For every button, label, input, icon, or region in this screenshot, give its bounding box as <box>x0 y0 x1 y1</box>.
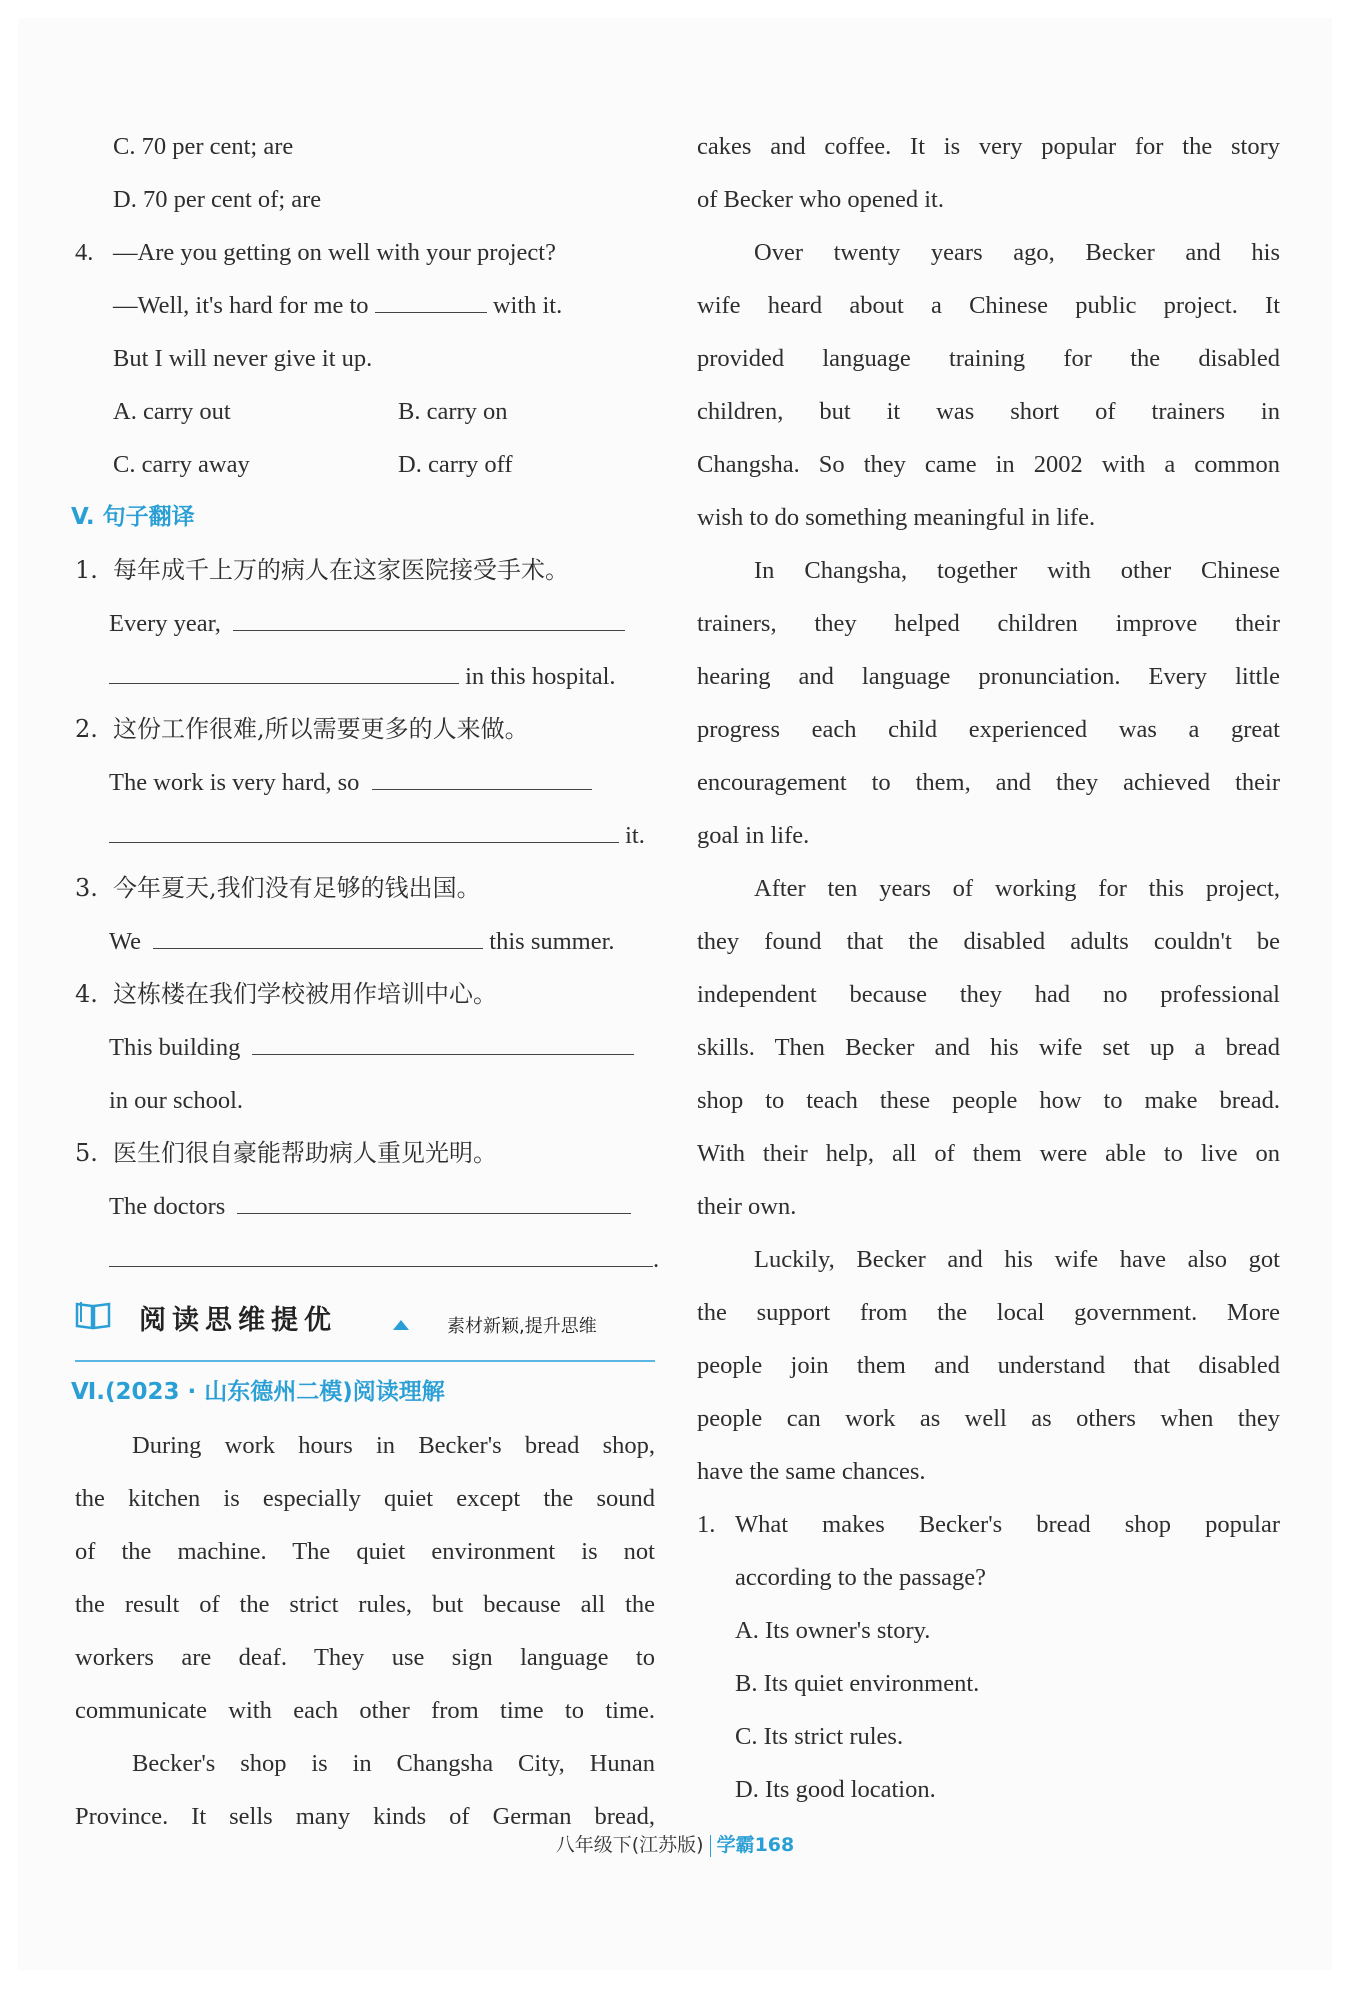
book-icon <box>75 1300 111 1330</box>
passage-line: progress each child experienced was a great <box>697 716 1280 743</box>
q4-number: 4. <box>75 239 94 266</box>
translation-3-line1: We this summer. <box>109 928 615 955</box>
passage-line: wish to do something meaningful in life. <box>697 504 1096 531</box>
question-1-option-c: C. Its strict rules. <box>735 1723 904 1750</box>
question-1-line2: according to the passage? <box>735 1564 987 1591</box>
passage-line: of Becker who opened it. <box>697 186 944 213</box>
question-1-number: 1. <box>697 1511 716 1538</box>
translation-2-line2: it. <box>75 809 655 862</box>
q4-option-b: B. carry on <box>398 398 508 425</box>
footer-grade: 八年级下(江苏版) <box>555 1834 704 1856</box>
answer-blank[interactable] <box>233 629 625 631</box>
passage-line: their own. <box>697 1193 797 1220</box>
passage-line: have the same chances. <box>697 1458 926 1485</box>
passage-line: Province. It sells many kinds of German bread, <box>75 1803 655 1830</box>
translation-2-line1: The work is very hard, so <box>75 756 655 809</box>
q4-line3: But I will never give it up. <box>113 345 373 372</box>
passage-line: people can work as well as others when they <box>697 1405 1280 1432</box>
passage-line: communicate with each other from time to time. <box>75 1697 655 1724</box>
q4-option-a: A. carry out <box>113 398 231 425</box>
passage-line: skills. Then Becker and his wife set up a bread <box>697 1034 1280 1061</box>
q4-line1: 4. —Are you getting on well with your project? <box>75 226 655 279</box>
answer-blank[interactable] <box>109 1265 653 1267</box>
q4-options-row2 <box>75 438 655 491</box>
translation-5-line1: The doctors <box>75 1180 655 1233</box>
answer-blank[interactable] <box>252 1053 634 1055</box>
passage-line: wife heard about a Chinese public project. It <box>697 292 1280 319</box>
passage-line: With their help, all of them were able to live on <box>697 1140 1280 1167</box>
passage-line: independent because they had no professional <box>697 981 1280 1008</box>
passage-line: cakes and coffee. It is very popular for the story <box>697 133 1280 160</box>
passage-right <box>697 120 1280 1498</box>
passage-line: children, but it was short of trainers in <box>697 398 1280 425</box>
passage-line: workers are deaf. They use sign language to <box>75 1644 655 1671</box>
footer-divider <box>710 1835 711 1857</box>
question-1-option-d: D. Its good location. <box>735 1776 936 1803</box>
answer-blank[interactable] <box>375 311 487 313</box>
translation-1-chinese: 1. 每年成千上万的病人在这家医院接受手术。 <box>75 556 569 584</box>
page-number: 168 <box>754 1834 795 1856</box>
passage-left <box>75 1419 655 1843</box>
translation-5-line2: . <box>75 1233 655 1286</box>
translation-4-line1: This building <box>75 1021 655 1074</box>
q4-options-row1 <box>75 385 655 438</box>
passage-line: people join them and understand that disabled <box>697 1352 1280 1379</box>
passage-line: After ten years of working for this project, <box>754 875 1280 902</box>
passage-line: the result of the strict rules, but because all the <box>75 1591 655 1618</box>
left-column <box>71 120 660 1843</box>
passage-line: trainers, they helped children improve their <box>697 610 1280 637</box>
passage-line: the kitchen is especially quiet except the sound <box>75 1485 655 1512</box>
footer-brand: 学霸 <box>716 1834 755 1856</box>
question-1-option-a: A. Its owner's story. <box>735 1617 931 1644</box>
q4-option-c: C. carry away <box>113 451 250 478</box>
q3-option-d: D. 70 per cent of; are <box>113 186 322 213</box>
answer-blank[interactable] <box>109 682 459 684</box>
triangle-icon <box>393 1320 409 1330</box>
answer-blank[interactable] <box>237 1212 631 1214</box>
passage-line: During work hours in Becker's bread shop, <box>132 1432 655 1459</box>
passage-line: In Changsha, together with other Chinese <box>754 557 1280 584</box>
section-6-title: Ⅵ.(2023 · 山东德州二模)阅读理解 <box>71 1379 445 1405</box>
page-footer <box>0 1830 1350 1857</box>
banner-title: 阅读思维提优 <box>139 1305 337 1336</box>
passage-line: they found that the disabled adults couldn't be <box>697 928 1280 955</box>
question-1-line1: 1. What makes Becker's bread shop popular <box>697 1498 1280 1551</box>
answer-blank[interactable] <box>109 841 619 843</box>
q3-option-c: C. 70 per cent; are <box>113 133 294 160</box>
answer-blank[interactable] <box>153 947 483 949</box>
translation-4-chinese: 4. 这栋楼在我们学校被用作培训中心。 <box>75 980 497 1008</box>
passage-line: provided language training for the disabled <box>697 345 1280 372</box>
translation-4-line2: in our school. <box>109 1087 244 1114</box>
passage-line: Changsha. So they came in 2002 with a common <box>697 451 1280 478</box>
passage-line: encouragement to them, and they achieved their <box>697 769 1280 796</box>
question-1-option-b: B. Its quiet environment. <box>735 1670 980 1697</box>
passage-line: hearing and language pronunciation. Every little <box>697 663 1280 690</box>
translation-1-line1: Every year, <box>75 597 655 650</box>
banner-subtitle: 素材新颖,提升思维 <box>447 1316 597 1337</box>
passage-line: Becker's shop is in Changsha City, Hunan <box>132 1750 655 1777</box>
passage-line: goal in life. <box>697 822 810 849</box>
question-1 <box>697 1498 1280 1816</box>
translation-5-chinese: 5. 医生们很自豪能帮助病人重见光明。 <box>75 1139 497 1167</box>
translation-2-chinese: 2. 这份工作很难,所以需要更多的人来做。 <box>75 715 529 743</box>
passage-line: Over twenty years ago, Becker and his <box>754 239 1280 266</box>
answer-blank[interactable] <box>372 788 592 790</box>
passage-line: shop to teach these people how to make bread. <box>697 1087 1280 1114</box>
q4-option-d: D. carry off <box>398 451 513 478</box>
passage-line: the support from the local government. More <box>697 1299 1280 1326</box>
translation-1-line2: in this hospital. <box>75 650 655 703</box>
passage-line: of the machine. The quiet environment is not <box>75 1538 655 1565</box>
section-5-title: V. 句子翻译 <box>71 504 195 530</box>
right-column <box>697 120 1280 1816</box>
passage-line: Luckily, Becker and his wife have also got <box>754 1246 1280 1273</box>
translation-3-chinese: 3. 今年夏天,我们没有足够的钱出国。 <box>75 874 481 902</box>
reading-banner <box>75 1292 655 1362</box>
q4-line2: —Well, it's hard for me to with it. <box>113 292 563 319</box>
